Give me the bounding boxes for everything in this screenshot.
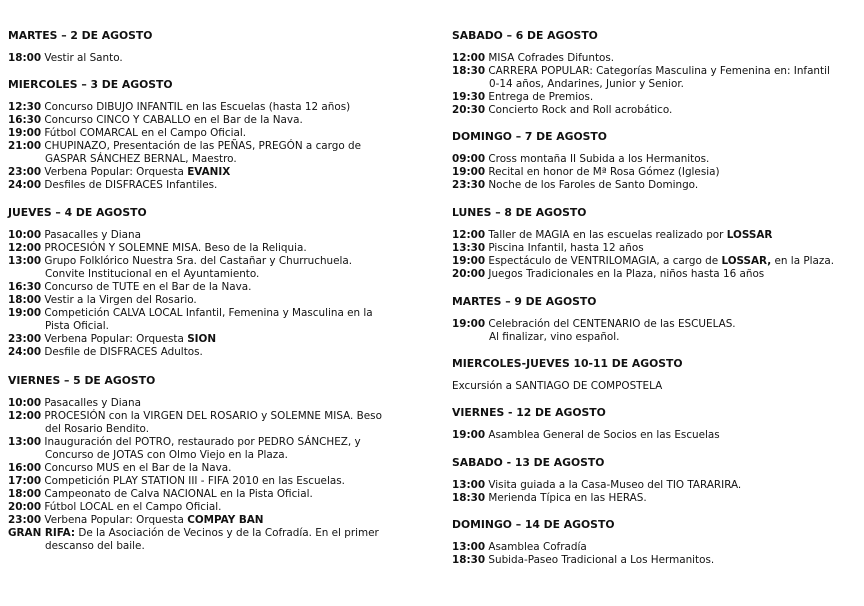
event-time: 17:00 [8, 475, 42, 487]
event-time: 13:00 [452, 541, 486, 553]
event-description: Concurso de TUTE en el Bar de la Nava. [44, 281, 252, 293]
event-time: 23:00 [8, 166, 42, 178]
event-time: 18:30 [452, 492, 486, 504]
event-description: Verbena Popular: Orquesta [44, 333, 188, 345]
event-description: Competición CALVA LOCAL Infantil, Femenina y Masculina en la [44, 307, 373, 319]
event-time: 16:30 [8, 114, 42, 126]
event-description: Asamblea General de Socios en las Escuelas [488, 429, 720, 441]
event-row [452, 52, 858, 65]
day-heading: VIERNES – 5 DE AGOSTO [8, 374, 156, 387]
event-row [8, 436, 428, 462]
event-row [8, 114, 428, 127]
event-row [8, 346, 428, 359]
event-description: Espectáculo de VENTRILOMAGIA, a cargo de [488, 255, 722, 267]
event-list [452, 541, 858, 567]
event-description: Juegos Tradicionales en la Plaza, niños hasta 16 años [488, 268, 765, 280]
event-time: 20:00 [452, 268, 486, 280]
event-description: Grupo Folklórico Nuestra Sra. del Castañar y Churruchuela. [44, 255, 353, 267]
event-time: 21:00 [8, 140, 42, 152]
event-time: 09:00 [452, 153, 486, 165]
event-description: Pasacalles y Diana [44, 397, 141, 409]
event-description: Vestir al Santo. [44, 52, 123, 64]
event-description: Verbena Popular: Orquesta [44, 166, 188, 178]
event-row [8, 488, 428, 501]
event-row [8, 179, 428, 192]
event-time: 23:00 [8, 514, 42, 526]
event-row [8, 101, 428, 114]
event-time: 19:00 [452, 166, 486, 178]
event-row [8, 307, 428, 333]
event-row [8, 514, 428, 527]
day-heading: LUNES – 8 DE AGOSTO [452, 206, 587, 219]
event-row [8, 294, 428, 307]
event-description-cont: Al finalizar, vino español. [489, 331, 620, 343]
event-description: Vestir a la Virgen del Rosario. [44, 294, 197, 306]
event-row [8, 462, 428, 475]
event-row [8, 140, 428, 166]
event-time: 16:30 [8, 281, 42, 293]
performer-name: EVANIX [187, 166, 231, 178]
event-row [8, 242, 428, 255]
event-time: 16:00 [8, 462, 42, 474]
event-description-cont: del Rosario Bendito. [45, 423, 150, 435]
event-row [452, 554, 858, 567]
event-description: MISA Cofrades Difuntos. [488, 52, 615, 64]
event-description: Verbena Popular: Orquesta [44, 514, 188, 526]
event-description: De la Asociación de Vecinos y de la Cofradía. En el primer [78, 527, 379, 539]
event-row [452, 492, 858, 505]
event-description: Celebración del CENTENARIO de las ESCUELAS. [488, 318, 736, 330]
event-time: 13:30 [452, 242, 486, 254]
event-time: 19:30 [452, 91, 486, 103]
event-description: Piscina Infantil, hasta 12 años [488, 242, 644, 254]
event-row [8, 333, 428, 346]
day-heading: DOMINGO – 7 DE AGOSTO [452, 130, 607, 143]
event-row [452, 104, 858, 117]
event-row [452, 166, 858, 179]
event-description: Fútbol COMARCAL en el Campo Oficial. [44, 127, 247, 139]
event-time: 13:00 [452, 479, 486, 491]
event-list [8, 397, 428, 553]
event-description: Concurso MUS en el Bar de la Nava. [44, 462, 232, 474]
event-time: 19:00 [452, 255, 486, 267]
event-row [452, 268, 858, 281]
day-heading: SABADO – 6 DE AGOSTO [452, 29, 598, 42]
event-description: PROCESIÓN con la VIRGEN DEL ROSARIO y SOLEMNE MISA. Beso [44, 410, 382, 422]
event-description: Pasacalles y Diana [44, 229, 141, 241]
event-row [452, 479, 858, 492]
event-list [452, 229, 858, 281]
event-time: 18:00 [8, 294, 42, 306]
event-description: CARRERA POPULAR: Categorías Masculina y Femenina en: Infantil [488, 65, 830, 77]
event-time: 12:00 [8, 242, 42, 254]
event-time: 24:00 [8, 179, 42, 191]
day-heading: DOMINGO – 14 DE AGOSTO [452, 518, 615, 531]
event-row [452, 91, 858, 104]
day-heading: JUEVES – 4 DE AGOSTO [8, 206, 147, 219]
event-row [452, 429, 858, 442]
event-list [452, 479, 858, 505]
event-description: Merienda Típica en las HERAS. [488, 492, 647, 504]
event-row [8, 410, 428, 436]
event-description: Taller de MAGIA en las escuelas realizado por [488, 229, 727, 241]
event-row [8, 229, 428, 242]
event-row [8, 475, 428, 488]
event-description-cont: descanso del baile. [45, 540, 145, 552]
event-row [8, 281, 428, 294]
day-heading: MIERCOLES-JUEVES 10-11 DE AGOSTO [452, 357, 683, 370]
event-time: 18:00 [8, 488, 42, 500]
event-description: Entrega de Premios. [488, 91, 594, 103]
event-time: 18:30 [452, 65, 486, 77]
event-description-cont: 0-14 años, Andarines, Junior y Senior. [489, 78, 684, 90]
event-row [452, 242, 858, 255]
event-row [8, 127, 428, 140]
event-time: 20:00 [8, 501, 42, 513]
event-description: Cross montaña II Subida a los Hermanitos. [488, 153, 710, 165]
event-row [452, 255, 858, 268]
event-description: Concurso DIBUJO INFANTIL en las Escuelas (hasta 12 años) [44, 101, 351, 113]
event-list [452, 380, 858, 393]
event-row [8, 527, 428, 553]
event-time: 23:00 [8, 333, 42, 345]
event-time: 19:00 [452, 318, 486, 330]
event-row [8, 52, 428, 65]
day-heading: MIERCOLES – 3 DE AGOSTO [8, 78, 173, 91]
day-heading: SABADO - 13 DE AGOSTO [452, 456, 605, 469]
event-time: 19:00 [8, 127, 42, 139]
event-time: 12:00 [452, 52, 486, 64]
event-description: Concierto Rock and Roll acrobático. [488, 104, 673, 116]
event-row [8, 166, 428, 179]
event-description-tail: en la Plaza. [771, 255, 835, 267]
event-description: Asamblea Cofradía [488, 541, 587, 553]
day-heading: MARTES – 9 DE AGOSTO [452, 295, 597, 308]
event-list [8, 229, 428, 359]
event-row [452, 179, 858, 192]
event-list [452, 318, 858, 344]
event-time: 18:30 [452, 554, 486, 566]
event-description: CHUPINAZO, Presentación de las PEÑAS, PREGÓN a cargo de [44, 140, 361, 152]
event-time: 19:00 [452, 429, 486, 441]
event-time: 12:30 [8, 101, 42, 113]
event-time: 20:30 [452, 104, 486, 116]
event-list [452, 153, 858, 192]
event-row [8, 255, 428, 281]
event-list [8, 52, 428, 65]
day-heading: MARTES – 2 DE AGOSTO [8, 29, 153, 42]
performer-name: LOSSAR, [721, 255, 772, 267]
event-description: Campeonato de Calva NACIONAL en la Pista Oficial. [44, 488, 313, 500]
event-row [452, 229, 858, 242]
event-row [452, 65, 858, 91]
event-row [8, 501, 428, 514]
event-row [452, 318, 858, 344]
event-time: 19:00 [8, 307, 42, 319]
event-description: Visita guiada a la Casa-Museo del TIO TARARIRA. [488, 479, 742, 491]
event-time: 10:00 [8, 397, 42, 409]
event-row [8, 397, 428, 410]
event-list [452, 52, 858, 117]
event-description: Inauguración del POTRO, restaurado por PEDRO SÁNCHEZ, y [44, 436, 361, 448]
event-row [452, 153, 858, 166]
event-time: 13:00 [8, 436, 42, 448]
event-description: PROCESIÓN Y SOLEMNE MISA. Beso de la Reliquia. [44, 242, 307, 254]
event-description: Concurso CINCO Y CABALLO en el Bar de la Nava. [44, 114, 303, 126]
performer-name: LOSSAR [726, 229, 773, 241]
performer-name: SION [187, 333, 217, 345]
event-description-cont: Concurso de JOTAS con Olmo Viejo en la Plaza. [45, 449, 288, 461]
event-note: Excursión a SANTIAGO DE COMPOSTELA [452, 380, 663, 392]
event-time: 13:00 [8, 255, 42, 267]
event-row [452, 541, 858, 554]
event-description: Noche de los Faroles de Santo Domingo. [488, 179, 699, 191]
performer-name: COMPAY BAN [187, 514, 264, 526]
event-description: Recital en honor de Mª Rosa Gómez (Iglesia) [488, 166, 720, 178]
event-description: Fútbol LOCAL en el Campo Oficial. [44, 501, 222, 513]
event-description-cont: GASPAR SÁNCHEZ BERNAL, Maestro. [45, 153, 237, 165]
event-description: Competición PLAY STATION III - FIFA 2010 en las Escuelas. [44, 475, 345, 487]
event-description: Desfiles de DISFRACES Infantiles. [44, 179, 218, 191]
event-list [452, 429, 858, 442]
event-time: 23:30 [452, 179, 486, 191]
event-time: 12:00 [8, 410, 42, 422]
event-time: GRAN RIFA: [8, 527, 76, 539]
event-time: 10:00 [8, 229, 42, 241]
event-description: Subida-Paseo Tradicional a Los Hermanitos. [488, 554, 715, 566]
day-heading: VIERNES - 12 DE AGOSTO [452, 406, 606, 419]
event-list [8, 101, 428, 192]
event-time: 24:00 [8, 346, 42, 358]
event-description-cont: Pista Oficial. [45, 320, 109, 332]
event-time: 18:00 [8, 52, 42, 64]
event-time: 12:00 [452, 229, 486, 241]
event-description-cont: Convite Institucional en el Ayuntamiento. [45, 268, 260, 280]
event-description: Desfile de DISFRACES Adultos. [44, 346, 203, 358]
